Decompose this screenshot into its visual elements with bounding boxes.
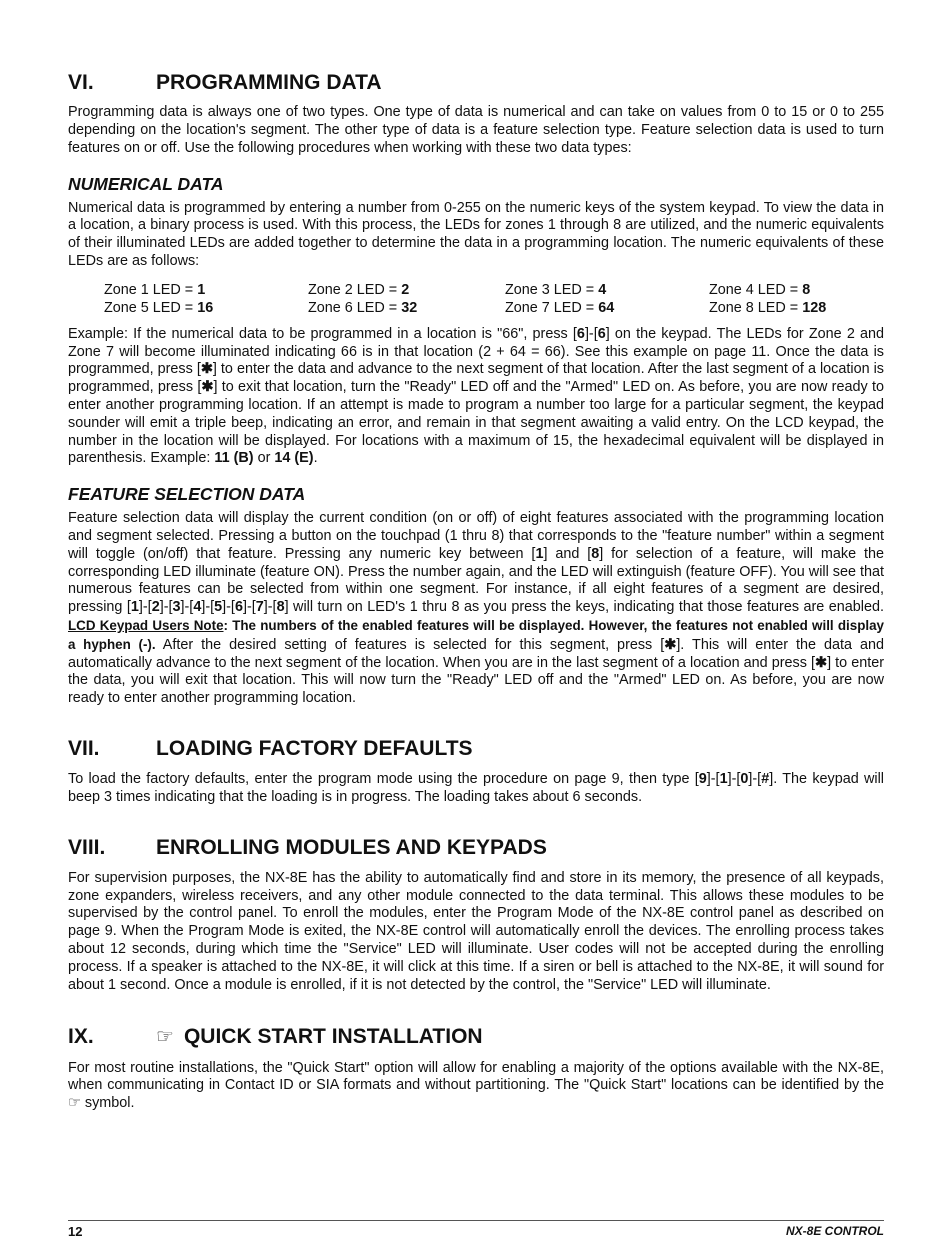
numerical-data-paragraph: Numerical data is programmed by entering a number from 0-255 on the numeric keys of the system keypad. To view the data in a location, a binary process is used. With this process, the LEDs for zones 1 through 8 are utilized, and the numeric equivalents of their illuminated LEDs are added together to determine the data in a programming location. The numeric equivalents of these LEDs are as follows: [68, 199, 884, 269]
zone-led-entry: Zone 2 LED = 2 [308, 281, 410, 298]
product-name: NX-8E CONTROL [785, 1224, 884, 1238]
section-title: PROGRAMMING DATA [156, 71, 382, 94]
numerical-example-paragraph: Example: If the numerical data to be programmed in a location is "66", press [6]-[6] on the keypad. The LEDs for Zone 2 and Zone 7 will become illuminated indicating 66 is in that location (2 + 64 = 66). See this example on page 11. Once the data is programmed, press [✱] to enter the data and advance to the next segment of that location. After the last segment of a location is programmed, press [✱] to exit that location, turn the "Ready" LED off and the "Armed" LED on. As before, you are now ready to enter another programming location. If an attempt is made to program a number too large for a particular segment, the keypad sounder will emit a triple beep, indicating an error, and remain in that segment awaiting a valid entry. On the LCD keypad, the number in the location will be displayed. For locations with a maximum of 15, the hexadecimal equivalent will be displayed in parenthesis. Example: 11 (B) or 14 (E). [68, 325, 885, 467]
enrolling-modules-paragraph: For supervision purposes, the NX-8E has the ability to automatically find and store in its memory, the presence of all keypads, zone expanders, wireless receivers, and any other module connected to the data terminal. This allows these modules to be supervised by the control panel. To enroll the modules, enter the Program Mode of the NX-8E control panel as described on page 9. When the Program Mode is exited, the NX-8E control will automatically enroll the devices. The enrolling process takes about 12 seconds, during which time the "Service" LED will illuminate. User codes will not be accepted during the enrolling process. If a speaker is attached to the NX-8E, it will click at this time. If a siren or bell is attached to the NX-8E, it will sound for about 1 second. Once a module is enrolled, if it is not detected by the control, the "Service" LED will illuminate. [68, 869, 884, 993]
zone-led-entry: Zone 4 LED = 8 [709, 281, 811, 298]
pointing-hand-icon: ☞ [68, 1095, 81, 1112]
section-title: LOADING FACTORY DEFAULTS [156, 736, 473, 760]
quick-start-paragraph: For most routine installations, the "Quick Start" option will allow for enabling a majority of the options available with the NX-8E, when communicating in Contact ID or SIA formats and without partitioning. The "Quick Start" locations can be identified by the ☞ symbol. [68, 1059, 884, 1112]
feature-selection-heading: FEATURE SELECTION DATA [68, 484, 306, 505]
star-key-icon: ✱ [201, 379, 214, 396]
star-key-icon: ✱ [664, 636, 677, 653]
document-page [68, 70, 884, 1113]
numerical-data-heading: NUMERICAL DATA [68, 173, 224, 194]
star-key-icon: ✱ [815, 654, 828, 671]
pointing-hand-icon: ☞ [156, 1026, 174, 1049]
zone-led-entry: Zone 8 LED = 128 [709, 299, 827, 316]
section-number: IX. [68, 1025, 94, 1049]
section-number: VI. [68, 71, 94, 94]
section-number: VIII. [68, 835, 106, 859]
star-key-icon: ✱ [200, 361, 213, 378]
zone-led-entry: Zone 3 LED = 4 [505, 281, 607, 298]
page-number: 12 [68, 1224, 83, 1239]
zone-led-entry: Zone 1 LED = 1 [104, 281, 206, 298]
zone-led-entry: Zone 5 LED = 16 [104, 299, 214, 316]
section-title: ENROLLING MODULES AND KEYPADS [156, 835, 547, 859]
zone-led-table [104, 281, 884, 317]
section-heading-vi [68, 70, 884, 95]
section-title: QUICK START INSTALLATION [183, 1025, 483, 1049]
section-heading-ix [68, 1024, 884, 1049]
page-footer [68, 1220, 884, 1239]
section-heading-vii [68, 736, 884, 761]
programming-data-intro: Programming data is always one of two types. One type of data is numerical and can take on values from 0 to 15 or 0 to 255 depending on the location's segment. The other type of data is a feature selection type. Feature selection data is used to turn features on or off. Use the following procedures when working with these two data types: [68, 104, 884, 156]
section-number: VII. [68, 736, 100, 760]
feature-selection-paragraph: Feature selection data will display the current condition (on or off) of eight features associated with the programming location and segment selected. Pressing a button on the touchpad (1 thru 8) that corresponds to the "feature number" within a segment will toggle (on/off) that feature. Pressing any numeric key between [1] and [8] for selection of a feature, will make the corresponding LED illuminate (feature ON). Press the number again, and the LED will extinguish (feature OFF). You will see that numerous features can be selected from within one segment. For instance, if all eight features of a segment are desired, pressing [1]-[2]-[3]-[4]-[5]-[6]-[7]-[8] will turn on LED's 1 thru 8 as you press the keys, indicating that those features are enabled. LCD Keypad Users Note: The numbers of the enabled features will be displayed. However, the features not enabled will display a hyphen (-). After the desired setting of features is selected for this segment, press [✱]. This will enter the data and automatically advance to the next segment of the location. When you are in the last segment of a location and press [✱] to enter the data, you will exit that location. This will now turn the "Ready" LED off and the "Armed" LED on. As before, you are now ready to enter another programming location. [68, 510, 884, 707]
zone-led-entry: Zone 7 LED = 64 [505, 299, 615, 316]
factory-defaults-paragraph: To load the factory defaults, enter the program mode using the procedure on page 9, then type [9]-[1]-[0]-[#]. The keypad will beep 3 times indicating that the loading is in progress. The loading takes about 6 seconds. [68, 771, 884, 805]
section-heading-viii [68, 835, 884, 860]
zone-led-entry: Zone 6 LED = 32 [308, 299, 418, 316]
lcd-keypad-note-label: LCD Keypad Users Note [68, 617, 224, 633]
